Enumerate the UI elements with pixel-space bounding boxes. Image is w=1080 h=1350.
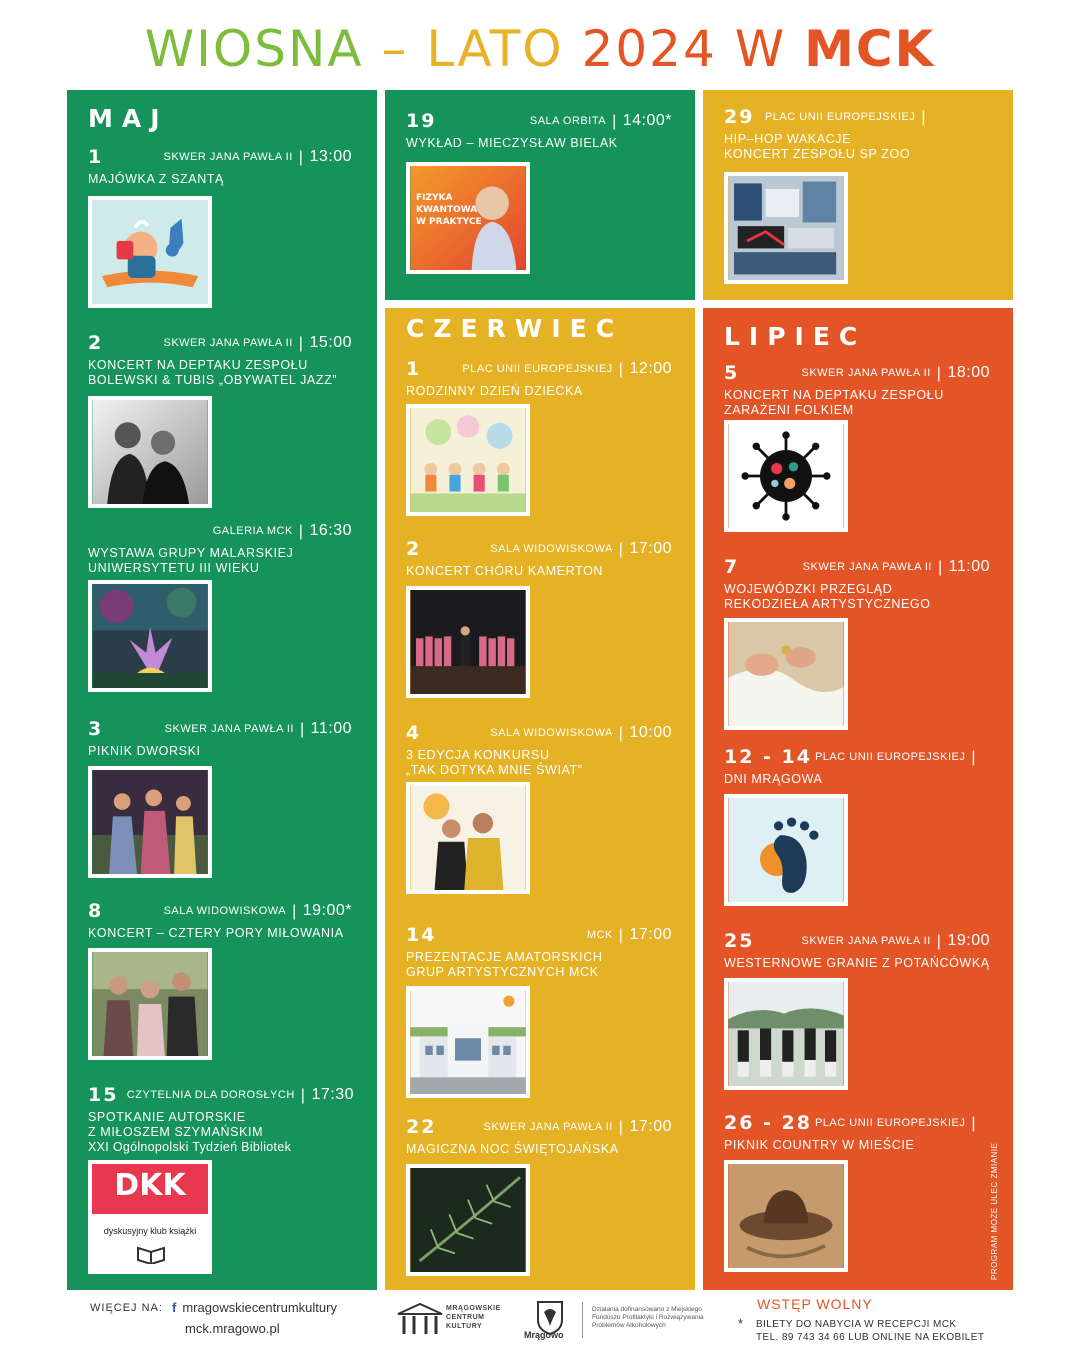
event-day: 2 <box>406 538 422 560</box>
poster-line1: FIZYKA <box>416 193 453 203</box>
event-lipiec-26-28[interactable]: 26 - 28 PLAC UNII EUROPEJSKIEJ | PIKNIK COUNTRY W MIEŚCIE <box>724 1112 990 1153</box>
event-title-line1: WYSTAWA GRUPY MALARSKIEJ <box>88 546 294 560</box>
event-title: DNI MRĄGOWA <box>724 772 823 786</box>
painting-flower <box>88 580 212 692</box>
event-time: 17:00 <box>629 540 672 557</box>
event-title-line1: SPOTKANIE AUTORSKIE <box>88 1110 246 1124</box>
tickets-line2: TEL. 89 743 34 66 LUB ONLINE NA EKOBILET <box>756 1332 985 1343</box>
event-time: 11:00 <box>310 720 352 737</box>
graffiti-wall <box>724 172 848 284</box>
event-title-line2: GRUP ARTYSTYCZNYCH MCK <box>406 965 599 979</box>
event-time: 14:00* <box>622 112 672 129</box>
event-time: 15:00 <box>309 334 352 351</box>
event-maj-19[interactable]: 19 SALA ORBITA | 14:00* WYKŁAD – MIECZYSŁAW BIELAK <box>406 110 672 150</box>
event-day: 7 <box>724 556 740 578</box>
cowboy-hat-photo <box>724 1160 848 1272</box>
event-day: 1 <box>88 146 104 168</box>
building-photo <box>406 986 530 1098</box>
tickets-line1: BILETY DO NABYCIA W RECEPCJI MCK <box>756 1319 957 1330</box>
band-trio-photo <box>88 948 212 1060</box>
event-maj-8[interactable]: 8 SALA WIDOWISKOWA | 19:00* KONCERT – CZTERY PORY MIŁOWANIA <box>88 900 352 940</box>
event-title-line2: KONCERT ZESPOŁU SP ZOO <box>724 147 911 161</box>
mragowo-logo-text: Mrągowo <box>524 1330 564 1340</box>
title-spring: WIOSNA <box>144 20 364 78</box>
event-lipiec-5[interactable]: 5 SKWER JANA PAWŁA II | 18:00 KONCERT NA DEPTAKU ZESPOŁU ZARAŻENI FOLKIEM <box>724 362 990 417</box>
funding-note: Działania dofinansowano z Miejskiego Funduszu Profilaktyki i Rozwiązywania Problemów Alkoholowych <box>592 1306 704 1329</box>
month-label-czerwiec: CZERWIEC <box>406 314 624 343</box>
panel-czerwiec <box>385 308 695 1290</box>
event-place: SKWER JANA PAWŁA II <box>164 723 294 735</box>
singers-photo <box>406 782 530 894</box>
event-title: PIKNIK COUNTRY W MIEŚCIE <box>724 1138 915 1152</box>
event-lipiec-25[interactable]: 25 SKWER JANA PAWŁA II | 19:00 WESTERNOWE GRANIE Z POTAŃCÓWKĄ <box>724 930 990 970</box>
event-time: 17:00 <box>629 1118 672 1135</box>
dancers-photo <box>724 978 848 1090</box>
event-czerwiec-22[interactable]: 22 SKWER JANA PAWŁA II | 17:00 MAGICZNA NOC ŚWIĘTOJAŃSKA <box>406 1116 672 1156</box>
title-dash: – <box>381 20 409 78</box>
event-title: RODZINNY DZIEŃ DZIECKA <box>406 384 583 398</box>
event-place: SALA WIDOWISKOWA <box>490 543 613 555</box>
event-title: KONCERT CHÓRU KAMERTON <box>406 564 604 578</box>
event-day: 29 <box>724 106 755 128</box>
event-maj-1[interactable]: 1 SKWER JANA PAWŁA II | 13:00 MAJÓWKA Z SZANTĄ <box>88 146 352 186</box>
event-title: MAJÓWKA Z SZANTĄ <box>88 172 224 186</box>
event-lipiec-12-14[interactable]: 12 - 14 PLAC UNII EUROPEJSKIEJ | DNI MRĄGOWA <box>724 746 990 787</box>
event-day: 22 <box>406 1116 437 1138</box>
facebook-icon: f <box>172 1300 177 1315</box>
month-label-maj: MAJ <box>88 104 169 133</box>
event-place: GALERIA MCK <box>212 525 293 537</box>
event-time: 17:30 <box>311 1086 354 1103</box>
fern-photo <box>406 1164 530 1276</box>
event-maj-2-gallery[interactable]: GALERIA MCK | 16:30 WYSTAWA GRUPY MALARSKIEJ UNIWERSYTETU III WIEKU <box>88 522 352 575</box>
event-time: 13:00 <box>309 148 352 165</box>
event-title-line2: Z MIŁOSZEM SZYMAŃSKIM <box>88 1125 264 1139</box>
event-maj-2[interactable]: 2 SKWER JANA PAWŁA II | 15:00 KONCERT NA DEPTAKU ZESPOŁU BOLEWSKI & TUBIS „OBYWATEL JAZZ” <box>88 332 352 387</box>
event-title-line2: UNIWERSYTETU III WIEKU <box>88 561 260 575</box>
event-title: WYKŁAD – MIECZYSŁAW BIELAK <box>406 136 618 150</box>
event-maj-3[interactable]: 3 SKWER JANA PAWŁA II | 11:00 PIKNIK DWORSKI <box>88 718 352 758</box>
poster-line3: W PRAKTYCE <box>416 217 482 227</box>
event-place: SALA ORBITA <box>529 115 607 127</box>
event-day: 2 <box>88 332 104 354</box>
event-title-line1: WOJEWÓDZKI PRZEGLĄD <box>724 582 893 596</box>
event-place: SALA WIDOWISKOWA <box>163 905 287 917</box>
event-time: 19:00* <box>302 902 352 919</box>
program-change-note <box>990 1140 1006 1280</box>
event-day: 15 <box>88 1084 119 1106</box>
event-maj-15[interactable]: 15 CZYTELNIA DLA DOROSŁYCH | 17:30 SPOTKANIE AUTORSKIE Z MIŁOSZEM SZYMAŃSKIM XXI Ogólnopolski Tydzień Bibliotek <box>88 1084 354 1154</box>
event-title: MAGICZNA NOC ŚWIĘTOJAŃSKA <box>406 1142 619 1156</box>
event-title-line2: BOLEWSKI & TUBIS „OBYWATEL JAZZ” <box>88 373 338 387</box>
event-time: 11:00 <box>948 558 990 575</box>
event-czerwiec-1[interactable]: 1 PLAC UNII EUROPEJSKIEJ | 12:00 RODZINNY DZIEŃ DZIECKA <box>406 358 672 398</box>
dkk-logo-caption: dyskusyjny klub książki <box>103 1226 197 1236</box>
event-czerwiec-4[interactable]: 4 SALA WIDOWISKOWA | 10:00 3 EDYCJA KONKURSU „TAK DOTYKA MNIE ŚWIAT” <box>406 722 672 777</box>
event-title: WESTERNOWE GRANIE Z POTAŃCÓWKĄ <box>724 956 990 970</box>
event-place: SKWER JANA PAWŁA II <box>801 935 931 947</box>
event-day: 3 <box>88 718 104 740</box>
dkk-logo-text: DKK <box>114 1168 186 1203</box>
event-place: SALA WIDOWISKOWA <box>490 727 613 739</box>
event-time: 16:30 <box>309 522 352 539</box>
sea-shanty-illustration <box>88 196 212 308</box>
event-place: PLAC UNII EUROPEJSKIEJ <box>764 111 916 123</box>
panel-maj-29 <box>703 90 1013 300</box>
event-title-line1: KONCERT NA DEPTAKU ZESPOŁU <box>88 358 308 372</box>
lecture-poster <box>406 162 530 274</box>
footer <box>0 1290 1080 1350</box>
panel-maj-19 <box>385 90 695 300</box>
poster-line2: KWANTOWA <box>416 205 478 215</box>
event-title-line1: KONCERT NA DEPTAKU ZESPOŁU <box>724 388 944 402</box>
asterisk-note-icon: * <box>738 1316 744 1331</box>
event-time: 17:00 <box>629 926 672 943</box>
event-place: SKWER JANA PAWŁA II <box>163 151 293 163</box>
tickets-info <box>756 1318 984 1344</box>
title-w: W <box>734 20 787 78</box>
event-day: 5 <box>724 362 740 384</box>
event-place: SKWER JANA PAWŁA II <box>163 337 293 349</box>
month-label-lipiec: LIPIEC <box>724 322 867 351</box>
facebook-handle: mragowskiecentrumkultury <box>182 1300 337 1315</box>
title-mck: MCK <box>804 20 936 78</box>
event-title-line2: „TAK DOTYKA MNIE ŚWIAT” <box>406 763 583 777</box>
dkk-logo <box>88 1160 212 1274</box>
event-time: 12:00 <box>629 360 672 377</box>
event-place: SKWER JANA PAWŁA II <box>801 367 931 379</box>
event-place: MCK <box>586 929 613 941</box>
event-day: 25 <box>724 930 755 952</box>
event-maj-29[interactable]: 29 PLAC UNII EUROPEJSKIEJ | HIP–HOP WAKACJE KONCERT ZESPOŁU SP ZOO <box>724 106 990 162</box>
kids-illustration <box>406 404 530 516</box>
event-place: SKWER JANA PAWŁA II <box>483 1121 613 1133</box>
footer-divider <box>582 1302 583 1338</box>
event-day: 1 <box>406 358 422 380</box>
panel-lipiec <box>703 308 1013 1290</box>
title-year: 2024 <box>581 20 717 78</box>
duo-portrait-photo <box>88 396 212 508</box>
event-place: PLAC UNII EUROPEJSKIEJ <box>814 751 966 763</box>
event-title: PIKNIK DWORSKI <box>88 744 201 758</box>
event-time: 19:00 <box>947 932 990 949</box>
event-day: 26 - 28 <box>724 1112 812 1134</box>
event-title-line1: 3 EDYCJA KONKURSU <box>406 748 550 762</box>
program-change-text: PROGRAM MOŻE ULEC ZMIANIE <box>990 1142 999 1280</box>
event-title-line1: PREZENTACJE AMATORSKICH <box>406 950 603 964</box>
event-time: 18:00 <box>947 364 990 381</box>
event-day: 14 <box>406 924 437 946</box>
page-title <box>0 14 1080 84</box>
event-title: KONCERT – CZTERY PORY MIŁOWANIA <box>88 926 344 940</box>
event-place: SKWER JANA PAWŁA II <box>802 561 932 573</box>
event-subtitle: XXI Ogólnopolski Tydzień Bibliotek <box>88 1140 292 1154</box>
event-title-line2: REKODZIEŁA ARTYSTYCZNEGO <box>724 597 931 611</box>
event-place: CZYTELNIA DLA DOROSŁYCH <box>126 1089 295 1101</box>
free-entry-label: WSTĘP WOLNY <box>757 1296 873 1312</box>
event-place: PLAC UNII EUROPEJSKIEJ <box>462 363 613 375</box>
facebook-link[interactable] <box>172 1300 337 1315</box>
event-czerwiec-14[interactable]: 14 MCK | 17:00 PREZENTACJE AMATORSKICH GRUP ARTYSTYCZNYCH MCK <box>406 924 672 979</box>
event-day: 4 <box>406 722 422 744</box>
panel-maj <box>67 90 377 1290</box>
more-label: WIĘCEJ NA: <box>90 1302 163 1314</box>
event-day: 19 <box>406 110 437 132</box>
title-summer: LATO <box>426 20 564 78</box>
event-day: 12 - 14 <box>724 746 812 768</box>
event-title-line2: ZARAŻENI FOLKIEM <box>724 403 854 417</box>
event-title-line1: HIP–HOP WAKACJE <box>724 132 852 146</box>
event-place: PLAC UNII EUROPEJSKIEJ <box>814 1117 966 1129</box>
event-day: 8 <box>88 900 104 922</box>
costume-performers-photo <box>88 766 212 878</box>
book-icon <box>136 1242 166 1264</box>
event-time: 10:00 <box>629 724 672 741</box>
event-czerwiec-2[interactable]: 2 SALA WIDOWISKOWA | 17:00 KONCERT CHÓRU KAMERTON <box>406 538 672 578</box>
paw-logo <box>724 794 848 906</box>
event-lipiec-7[interactable]: 7 SKWER JANA PAWŁA II | 11:00 WOJEWÓDZKI PRZEGLĄD REKODZIEŁA ARTYSTYCZNEGO <box>724 556 990 611</box>
folk-virus-logo <box>724 420 848 532</box>
mck-logo-text: MRĄGOWSKIE CENTRUM KULTURY <box>446 1305 501 1330</box>
crochet-hands-photo <box>724 618 848 730</box>
choir-photo <box>406 586 530 698</box>
website-link[interactable]: mck.mragowo.pl <box>185 1321 280 1336</box>
